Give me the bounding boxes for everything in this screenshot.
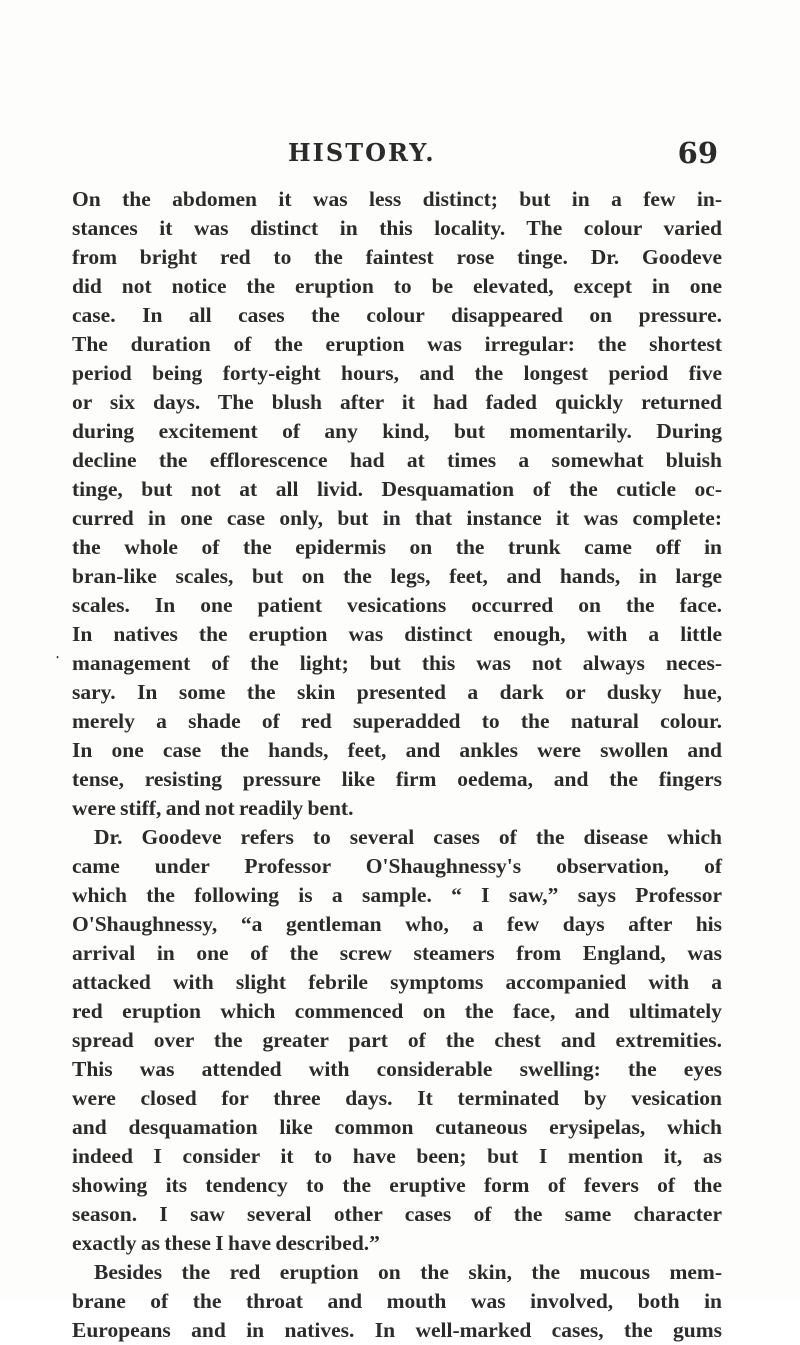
text-line: Dr. Goodeve refers to several cases of the disease which — [94, 825, 722, 849]
text-line: stances it was distinct in this locality. The colour varied — [72, 216, 722, 240]
text-line: were stiff, and not readily bent. — [72, 796, 354, 820]
text-line: from bright red to the faintest rose tinge. Dr. Goodeve — [72, 245, 722, 269]
text-line: and desquamation like common cutaneous erysipelas, which — [72, 1115, 722, 1139]
text-line: management of the light; but this was not always neces- — [72, 651, 722, 675]
running-title: HISTORY. — [288, 138, 436, 167]
text-line: brane of the throat and mouth was involved, both in — [72, 1289, 722, 1313]
text-line: In one case the hands, feet, and ankles were swollen and — [72, 738, 722, 762]
text-line: tense, resisting pressure like firm oedema, and the fingers — [72, 767, 722, 791]
text-line: indeed I consider it to have been; but I mention it, as — [72, 1144, 722, 1168]
margin-mark: ‧ — [55, 650, 61, 667]
text-line: came under Professor O'Shaughnessy's observation, of — [72, 854, 722, 878]
text-line: or six days. The blush after it had faded quickly returned — [72, 390, 722, 414]
running-head — [288, 138, 718, 172]
text-line: arrival in one of the screw steamers from England, was — [72, 941, 722, 965]
text-line: which the following is a sample. “ I saw,” says Professor — [72, 883, 722, 907]
text-line: O'Shaughnessy, “a gentleman who, a few days after his — [72, 912, 722, 936]
text-line: showing its tendency to the eruptive form of fevers of the — [72, 1173, 722, 1197]
text-line: did not notice the eruption to be elevated, except in one — [72, 274, 722, 298]
text-line: period being forty-eight hours, and the longest period five — [72, 361, 722, 385]
text-line: spread over the greater part of the chest and extremities. — [72, 1028, 722, 1052]
text-line: On the abdomen it was less distinct; but in a few in- — [72, 187, 722, 211]
body-text — [72, 185, 722, 1345]
text-line: Europeans and in natives. In well-marked cases, the gums — [72, 1318, 722, 1342]
text-line: the whole of the epidermis on the trunk came off in — [72, 535, 722, 559]
text-line: during excitement of any kind, but momentarily. During — [72, 419, 722, 443]
text-line: season. I saw several other cases of the same character — [72, 1202, 722, 1226]
text-line: tinge, but not at all livid. Desquamation of the cuticle oc- — [72, 477, 722, 501]
text-line: were closed for three days. It terminated by vesication — [72, 1086, 722, 1110]
text-line: In natives the eruption was distinct enough, with a little — [72, 622, 722, 646]
text-line: exactly as these I have described.” — [72, 1231, 380, 1255]
text-line: This was attended with considerable swelling: the eyes — [72, 1057, 722, 1081]
text-line: curred in one case only, but in that instance it was complete: — [72, 506, 722, 530]
text-line: sary. In some the skin presented a dark or dusky hue, — [72, 680, 722, 704]
text-line: merely a shade of red superadded to the natural colour. — [72, 709, 722, 733]
text-line: red eruption which commenced on the face, and ultimately — [72, 999, 722, 1023]
page-number: 69 — [677, 136, 718, 170]
text-line: case. In all cases the colour disappeared on pressure. — [72, 303, 722, 327]
text-line: scales. In one patient vesications occurred on the face. — [72, 593, 722, 617]
text-line: The duration of the eruption was irregular: the shortest — [72, 332, 722, 356]
text-line: decline the efflorescence had at times a somewhat bluish — [72, 448, 722, 472]
text-line: bran-like scales, but on the legs, feet, and hands, in large — [72, 564, 722, 588]
text-line: Besides the red eruption on the skin, the mucous mem- — [94, 1260, 722, 1284]
text-line: attacked with slight febrile symptoms accompanied with a — [72, 970, 722, 994]
